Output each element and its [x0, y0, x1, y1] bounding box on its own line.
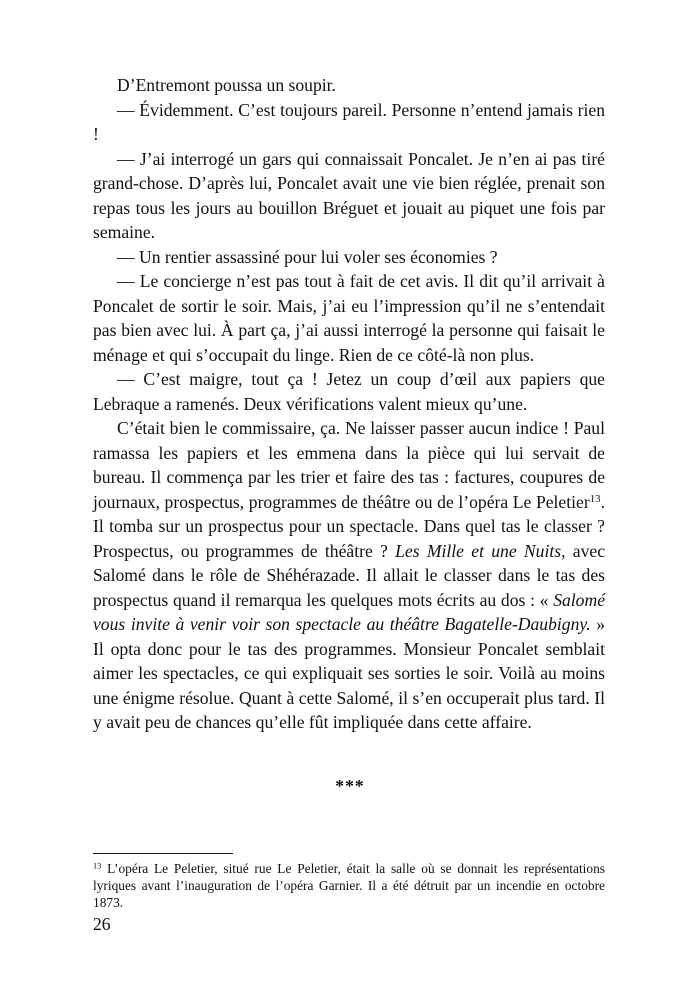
paragraph: — Évidemment. C’est toujours pareil. Personne n’entend jamais rien !	[93, 99, 605, 144]
footnote-number: 13	[93, 861, 102, 871]
paragraph-text: » Il opta donc pour le tas des programmes. Monsieur Poncalet semblait aimer les spectacles, ce qui expliquait ses sorties le soir. Voilà au moins une énigme résolue. Quant à cette Salomé, il s’en occuperait plus tard. Il y avait peu de chances qu’elle fût impliquée dans cette affaire.	[93, 614, 605, 732]
footnote-body: L’opéra Le Peletier, situé rue Le Peletier, était la salle où se donnait les représentations lyriques avant l’inauguration de l’opéra Garnier. Il a été détruit par un incendie en octobre 1873.	[93, 861, 605, 910]
section-separator: ***	[335, 776, 365, 796]
paragraph: — Le concierge n’est pas tout à fait de cet avis. Il dit qu’il arrivait à Poncalet de sortir le soir. Mais, j’ai eu l’impression qu’il ne s’entendait pas bien avec lui. À part ça, j’ai aussi interrogé la personne qui faisait le ménage et qui s’occupait du linge. Rien de ce côté-là non plus.	[93, 271, 605, 365]
page-number: 26	[93, 914, 111, 934]
footnote-text	[93, 860, 605, 911]
footnote	[93, 860, 605, 911]
footnote-divider	[93, 853, 233, 854]
paragraph-text: C’était bien le commissaire, ça. Ne laisser passer aucun indice ! Paul ramassa les papiers et les emmena dans la pièce qui lui servait de bureau. Il commença par les trier et faire des tas : factures, coupures de journaux, prospectus, programmes de théâtre ou de l’opéra Le Peletier	[93, 418, 605, 512]
paragraph: — Un rentier assassiné pour lui voler ses économies ?	[117, 246, 498, 267]
footnote-reference: 13	[589, 492, 601, 505]
show-title: Les Mille et une Nuits	[395, 540, 562, 561]
handwritten-dedication: Salomé vous invite à venir voir son spectacle au théâtre Bagatelle-Daubigny.	[93, 589, 605, 634]
paragraph	[93, 416, 605, 735]
paragraph: — C’est maigre, tout ça ! Jetez un coup d’œil aux papiers que Lebraque a ramenés. Deux vérifications valent mieux qu’une.	[93, 369, 605, 414]
paragraph-text: . Il tomba sur un prospectus pour un spectacle. Dans quel tas le classer ? Prospectus, ou programmes de théâtre ?	[93, 491, 605, 561]
paragraph: — J’ai interrogé un gars qui connaissait Poncalet. Je n’en ai pas tiré grand-chose. D’après lui, Poncalet avait une vie bien réglée, prenait son repas tous les jours au bouillon Bréguet et jouait au piquet une fois par semaine.	[93, 148, 605, 242]
paragraph: D’Entremont poussa un soupir.	[117, 75, 336, 95]
paragraph-text: , avec Salomé dans le rôle de Shéhérazade. Il allait le classer dans le tas des prospectus quand il remarqua les quelques mots écrits au dos : «	[93, 540, 605, 610]
body-text	[93, 73, 605, 735]
